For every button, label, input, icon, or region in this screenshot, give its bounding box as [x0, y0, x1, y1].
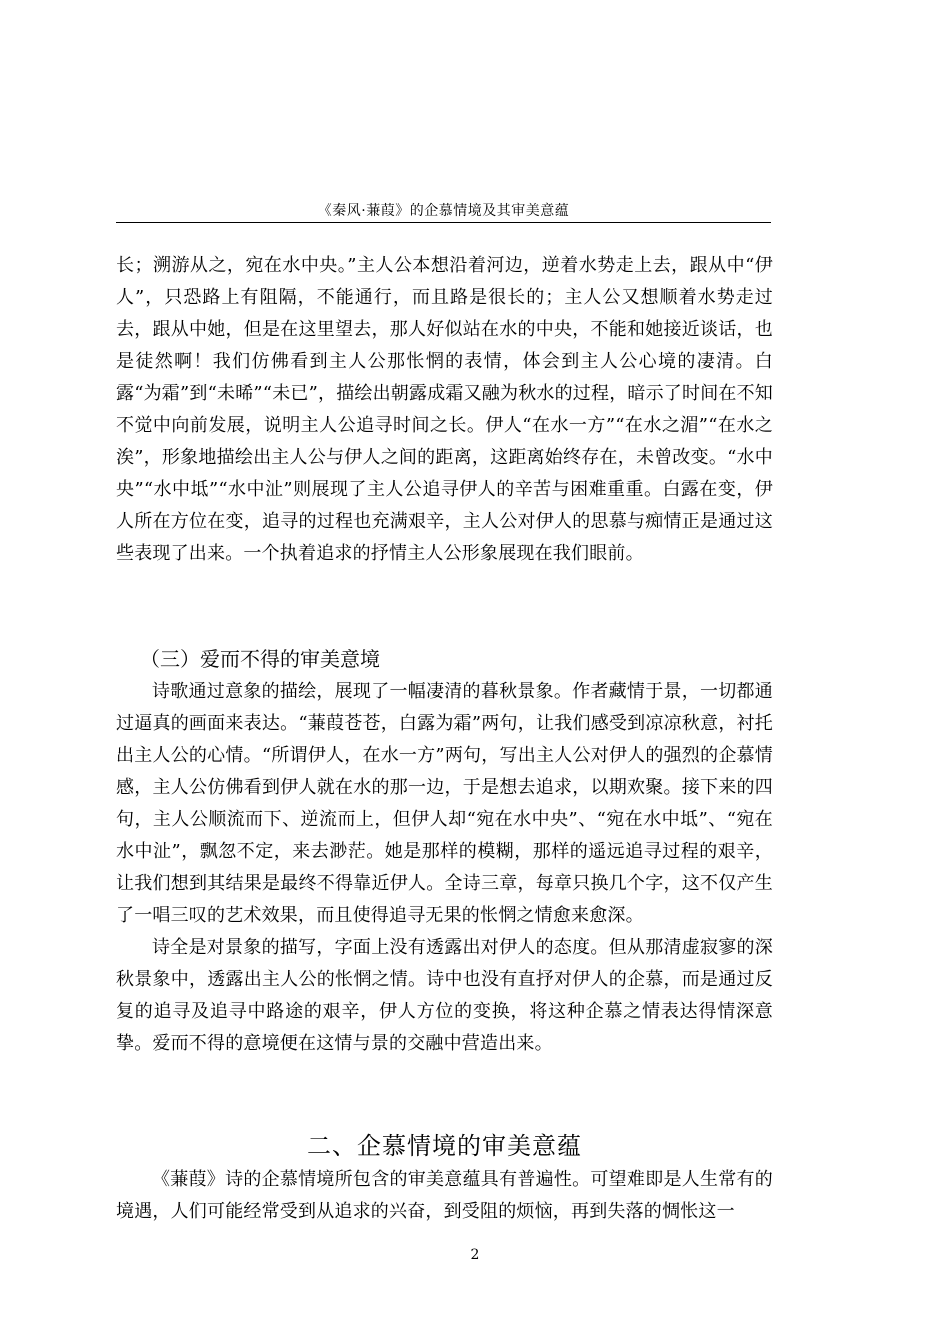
continued-paragraph: 长；溯游从之，宛在水中央。”主人公本想沿着河边，逆着水势走上去，跟从中“伊人”，只恐路上有阻隔，不能通行，而且路是很长的；主人公又想顺着水势走过去，跟从中她，但是在这里望去，那人好似站在水的中央，不能和她接近谈话，也是徒然啊！我们仿佛看到主人公那怅惘的表情，体会到主人公心境的凄清。白露“为霜”到“未晞”“未已”，描绘出朝露成霜又融为秋水的过程，暗示了时间在不知不觉中向前发展，说明主人公追寻时间之长。伊人“在水一方”“在水之湄”“在水之涘”，形象地描绘出主人公与伊人之间的距离，这距离始终存在，未曾改变。“水中央”“水中坻”“水中沚”则展现了主人公追寻伊人的辛苦与困难重重。白露在变，伊人所在方位在变，追寻的过程也充满艰辛，主人公对伊人的思慕与痴情正是通过这些表现了出来。一个执着追求的抒情主人公形象展现在我们眼前。 [116, 255, 774, 564]
section-3-heading: （三）爱而不得的审美意境 [140, 647, 380, 671]
section-3-paragraph-2: 诗全是对景象的描写，字面上没有透露出对伊人的态度。但从那清虚寂寥的深秋景象中，透露出主人公的怅惘之情。诗中也没有直抒对伊人的企慕，而是通过反复的追寻及追寻中路途的艰辛，伊人方位的变换，将这种企慕之情表达得情深意挚。爱而不得的意境便在这情与景的交融中营造出来。 [116, 937, 773, 1054]
continued-paragraph-block [116, 250, 773, 570]
chapter-2-body [116, 1164, 773, 1228]
section-3-paragraph-1: 诗歌通过意象的描绘，展现了一幅凄清的暮秋景象。作者藏情于景，一切都通过逼真的画面来表达。“蒹葭苍苍，白露为霜”两句，让我们感受到凉凉秋意，衬托出主人公的心情。“所谓伊人，在水一方”两句，写出主人公对伊人的强烈的企慕情感，主人公仿佛看到伊人就在水的那一边，于是想去追求，以期欢聚。接下来的四句，主人公顺流而下、逆流而上，但伊人却“宛在水中央”、“宛在水中坻”、“宛在水中沚”，飘忽不定，来去渺茫。她是那样的模糊，那样的遥远追寻过程的艰辛，让我们想到其结果是最终不得靠近伊人。全诗三章，每章只换几个字，这不仅产生了一唱三叹的艺术效果，而且使得追寻无果的怅惘之情愈来愈深。 [116, 681, 773, 926]
chapter-2-heading: 二、企慕情境的审美意蕴 [307, 1132, 582, 1160]
chapter-2-paragraph-1: 《蒹葭》诗的企慕情境所包含的审美意蕴具有普遍性。可望难即是人生常有的境遇，人们可能经常受到从追求的兴奋，到受阻的烦恼，再到失落的惆怅这一 [116, 1169, 773, 1222]
header-rule [116, 222, 771, 223]
running-header: 《秦风·蒹葭》的企慕情境及其审美意蕴 [317, 203, 570, 219]
section-3-body [116, 676, 773, 1060]
page-number: 2 [470, 1247, 480, 1263]
